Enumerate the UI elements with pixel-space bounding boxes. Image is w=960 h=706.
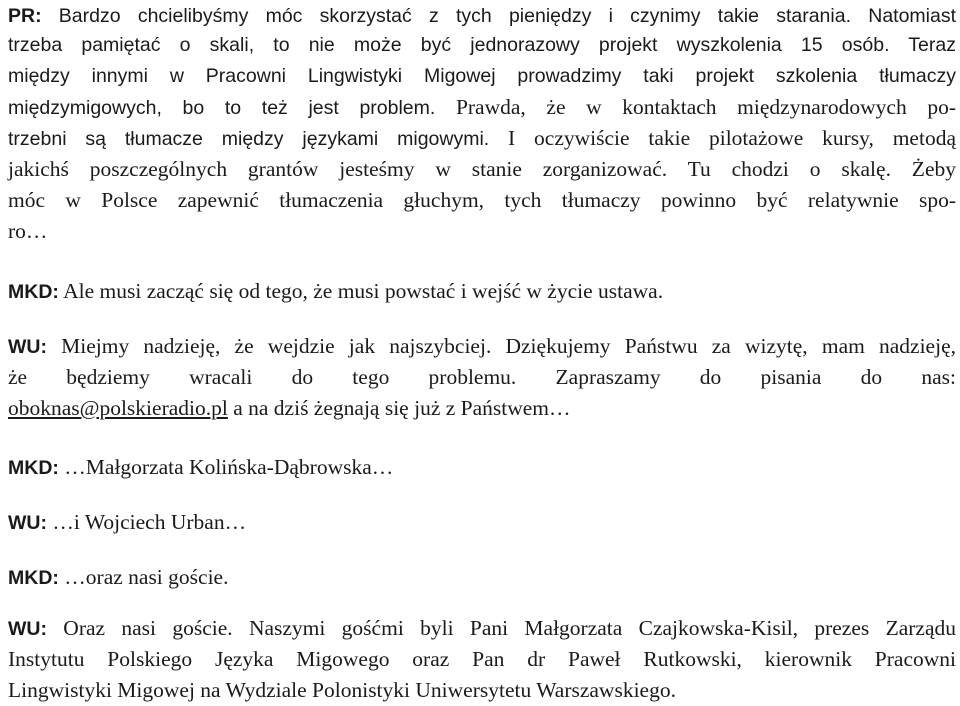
pr-line-6: jakichś poszczególnych grantów jesteśmy w stanie zorganizować. Tu chodzi o skalę. Żeby [8,157,956,181]
pr-text-line-4a: międzymigowych, bo to też jest problem. [8,97,436,119]
mkd-paragraph-1 [8,276,956,306]
wu-line-final-2: Instytutu Polskiego Języka Migowego oraz Pan dr Paweł Rutkowski, kierownik Pracowni [8,647,956,671]
pr-text-line-5a: trzebni są tłumacze między językami migowymi. [8,128,490,150]
speaker-label-wu: WU: [8,336,47,358]
wu-text-final-1: Oraz nasi goście. Naszymi gośćmi byli Pani Małgorzata Czajkowska-Kisil, prezes Zarządu [46,616,956,640]
pr-line-2: trzeba pamiętać o skali, to nie może być jednorazowy projekt wyszkolenia 15 osób. Teraz [8,34,956,56]
pr-text-line-4b: Prawda, że w kontaktach międzynarodowych po- [435,95,956,119]
wu-line-final-1 [8,613,956,643]
wu-text-2: …i Wojciech Urban… [46,510,247,534]
mkd-text-1: Ale musi zacząć się od tego, że musi powstać i wejść w życie ustawa. [58,279,664,303]
wu-line-2: że będziemy wracali do tego problemu. Zapraszamy do pisania do nas: [8,365,956,389]
wu-line-final-3: Lingwistyki Migowej na Wydziale Polonistyki Uniwersytetu Warszawskiego. [8,678,676,702]
mkd-paragraph-3 [8,562,956,592]
email-link[interactable]: oboknas@polskieradio.pl [8,396,228,420]
speaker-label-wu: WU: [8,512,47,534]
pr-line-3: między innymi w Pracowni Lingwistyki Migowej prowadzimy taki projekt szkolenia tłumaczy [8,65,956,87]
wu-paragraph-2 [8,507,956,537]
pr-line-5 [8,123,956,153]
speaker-label-pr: PR: [8,5,42,27]
wu-text-line-1: Miejmy nadzieję, że wejdzie jak najszybciej. Dziękujemy Państwu za wizytę, mam nadzieję, [46,334,956,358]
wu-text-line-3: a na dziś żegnają się już z Państwem… [227,396,571,420]
pr-line-1 [8,0,956,30]
mkd-paragraph-2 [8,452,956,482]
pr-line-8: ro… [8,219,48,243]
pr-text-line-5b: I oczywiście takie pilotażowe kursy, metodą [489,126,956,150]
pr-line-7: móc w Polsce zapewnić tłumaczenia głuchym, tych tłumaczy powinno być relatywnie spo- [8,188,956,212]
wu-line-1 [8,331,956,361]
mkd-text-2: …Małgorzata Kolińska-Dąbrowska… [58,455,394,479]
wu-line-3 [8,393,956,423]
speaker-label-mkd: MKD: [8,281,59,303]
speaker-label-mkd: MKD: [8,567,59,589]
pr-text-line-1: Bardzo chcielibyśmy móc skorzystać z tych pieniędzy i czynimy takie starania. Natomiast [58,5,957,27]
mkd-text-3: …oraz nasi goście. [58,565,229,589]
pr-line-4 [8,92,956,122]
speaker-label-wu: WU: [8,618,47,640]
speaker-label-mkd: MKD: [8,457,59,479]
